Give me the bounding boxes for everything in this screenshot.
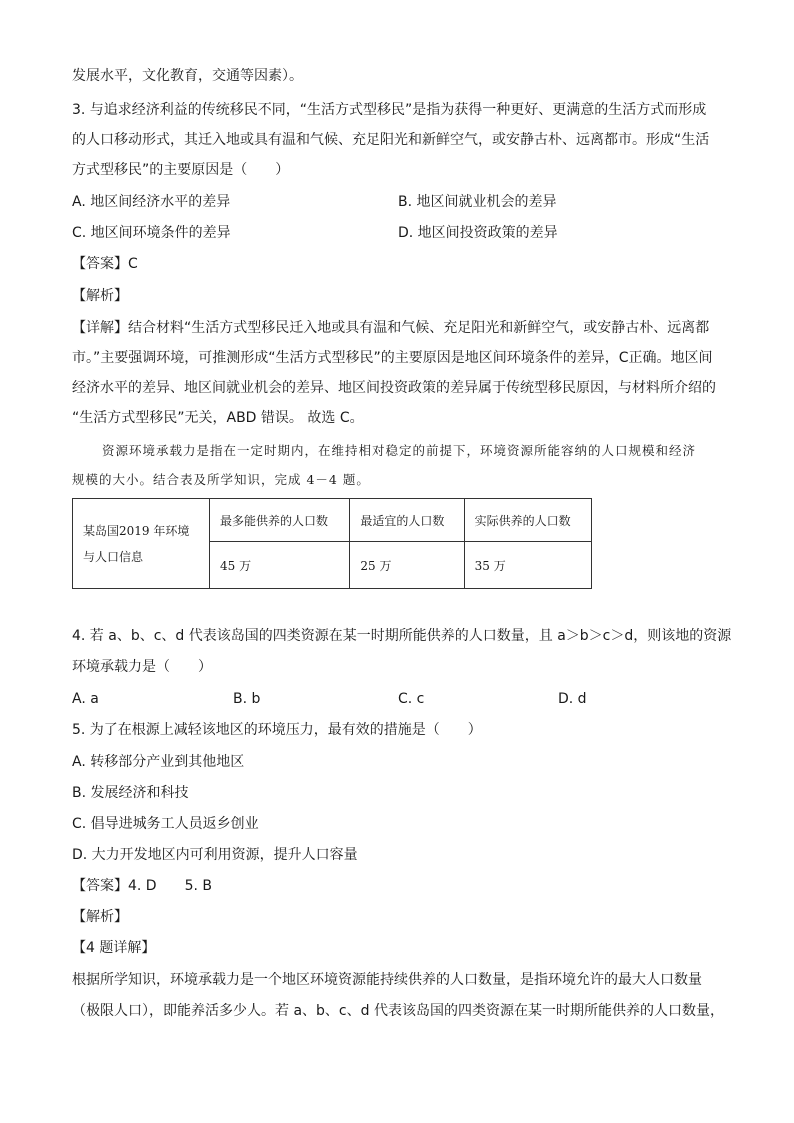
q3-detail-cont: 经济水平的差异、地区间就业机会的差异、地区间投资政策的差异属于传统型移民原因，与材料所介绍的 xyxy=(72,380,716,396)
q4-option-b: B. b xyxy=(233,691,261,707)
q3-option-b: B. 地区间就业机会的差异 xyxy=(398,194,557,210)
q3-analysis-heading: 【解析】 xyxy=(72,288,128,304)
table-cell-optimal-population: 25 万 xyxy=(350,542,464,589)
q4-option-a: A. a xyxy=(72,691,99,707)
table-header-max-population: 最多能供养的人口数 xyxy=(210,499,350,542)
environment-population-table xyxy=(72,498,592,589)
q5-option-b: B. 发展经济和科技 xyxy=(72,785,189,801)
q3-option-a: A. 地区间经济水平的差异 xyxy=(72,194,231,210)
material-text: 资源环境承载力是指在一定时期内，在维持相对稳定的前提下，环境资源所能容纳的人口规模和经济 xyxy=(102,443,697,458)
q5-option-a: A. 转移部分产业到其他地区 xyxy=(72,754,245,770)
q4-option-c: C. c xyxy=(398,691,425,707)
table-row-header-line2: 与人口信息 xyxy=(83,549,144,564)
table-cell-actual-population: 35 万 xyxy=(464,542,591,589)
q4-5-answer: 【答案】4. D 5. B xyxy=(72,878,212,894)
q3-detail-cont: 市。”主要强调环境，可推测形成“生活方式型移民”的主要原因是地区间环境条件的差异，C正确。地区间 xyxy=(72,350,713,366)
q4-5-analysis-heading: 【解析】 xyxy=(72,909,128,925)
question-3-stem: 3. 与追求经济利益的传统移民不同，“生活方式型移民”是指为获得一种更好、更满意的生活方式而形成 xyxy=(72,102,707,118)
q3-detail-end: “生活方式型移民”无关，ABD 错误。 故选 C。 xyxy=(72,410,364,426)
q3-option-d: D. 地区间投资政策的差异 xyxy=(398,225,558,241)
table-header-actual-population: 实际供养的人口数 xyxy=(464,499,591,542)
q5-option-c: C. 倡导进城务工人员返乡创业 xyxy=(72,816,259,832)
q5-option-d: D. 大力开发地区内可利用资源，提升人口容量 xyxy=(72,847,358,863)
q4-detail-heading: 【4 题详解】 xyxy=(72,940,156,956)
table-row-header xyxy=(73,499,210,589)
q4-detail: 根据所学知识，环境承载力是一个地区环境资源能持续供养的人口数量，是指环境允许的最大人口数量 xyxy=(72,972,702,988)
q3-answer: 【答案】C xyxy=(72,256,138,272)
q4-detail-cont: （极限人口），即能养活多少人。若 a、b、c、d 代表该岛国的四类资源在某一时期所能供养的人口数量， xyxy=(72,1003,724,1019)
question-3-stem-cont: 的人口移动形式，其迁入地或具有温和气候、充足阳光和新鲜空气，或安静古朴、远离都市。形成“生活 xyxy=(72,132,710,148)
question-4-stem: 4. 若 a、b、c、d 代表该岛国的四类资源在某一时期所能供养的人口数量，且 a＞b＞c＞d，则该地的资源 xyxy=(72,628,732,644)
question-4-stem-end: 环境承载力是（ ） xyxy=(72,659,212,675)
q4-option-d: D. d xyxy=(558,691,587,707)
table-row-header-line1: 某岛国2019 年环境 xyxy=(83,523,190,538)
material-text-cont: 规模的大小。结合表及所学知识，完成 4－4 题。 xyxy=(72,472,370,487)
q3-option-c: C. 地区间环境条件的差异 xyxy=(72,225,231,241)
q3-detail: 【详解】结合材料“生活方式型移民迁入地或具有温和气候、充足阳光和新鲜空气，或安静古朴、远离都 xyxy=(72,320,710,336)
table-cell-max-population: 45 万 xyxy=(210,542,350,589)
question-5-stem: 5. 为了在根源上减轻该地区的环境压力，最有效的措施是（ ） xyxy=(72,722,482,738)
question-3-stem-end: 方式型移民”的主要原因是（ ） xyxy=(72,162,290,178)
text-line: 发展水平，文化教育，交通等因素）。 xyxy=(72,68,303,84)
table-header-optimal-population: 最适宜的人口数 xyxy=(350,499,464,542)
